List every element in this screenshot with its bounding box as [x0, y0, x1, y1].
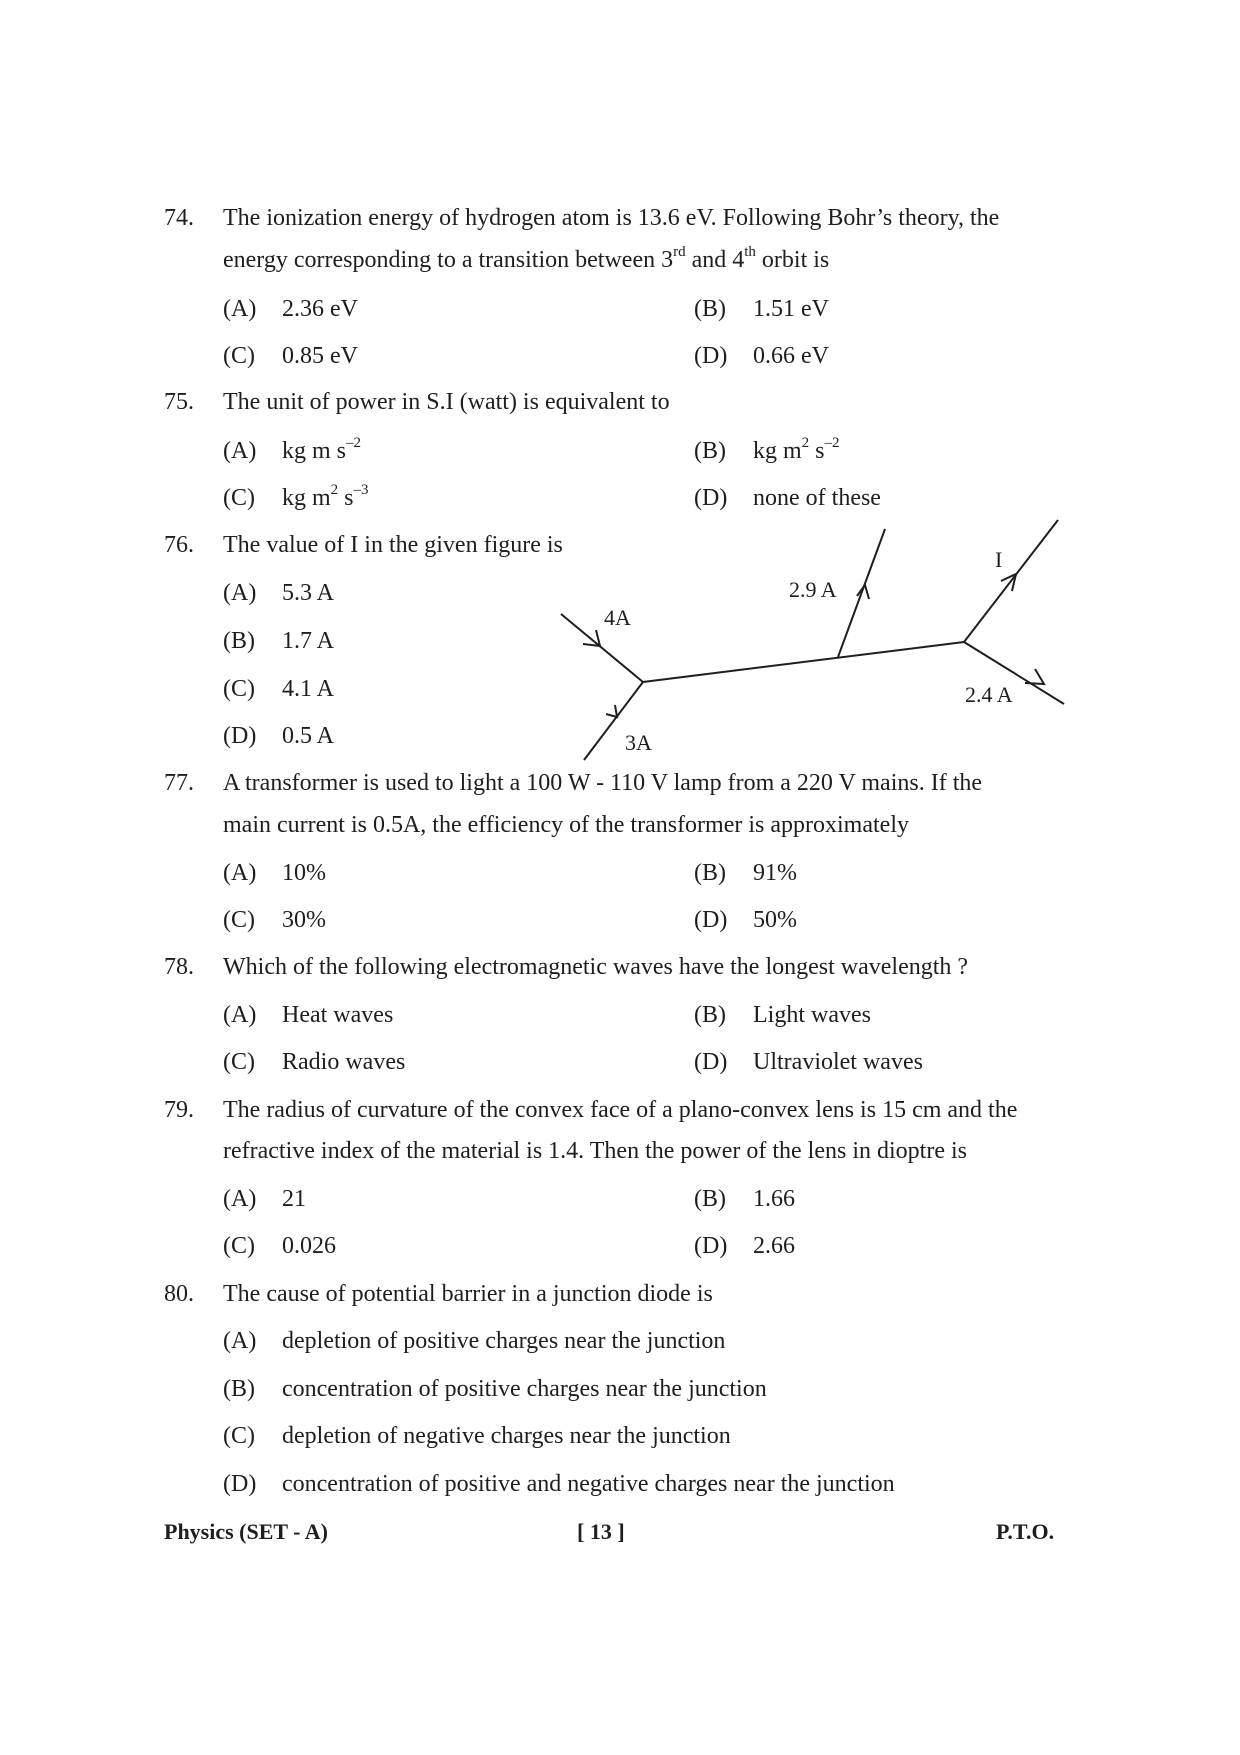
option-d-text: none of these	[753, 485, 881, 511]
option-a-text: Heat waves	[282, 1002, 394, 1028]
option-b-text: 1.66	[753, 1186, 795, 1212]
option-d-letter: (D)	[694, 485, 728, 511]
option-c-text: 0.026	[282, 1233, 336, 1259]
footer-page-number: [ 13 ]	[577, 1519, 625, 1544]
option-d-letter: (D)	[694, 907, 728, 933]
footer-subject: Physics (SET - A)	[164, 1519, 329, 1544]
option-b-letter: (B)	[694, 860, 726, 886]
option-d-text: concentration of positive and negative charges near the junction	[282, 1471, 895, 1497]
option-d-letter: (D)	[694, 1049, 728, 1075]
footer-pto: P.T.O.	[996, 1519, 1055, 1544]
question-text-line2: energy corresponding to a transition between 3rd and 4th orbit is	[223, 244, 830, 273]
arrow-3a-icon	[606, 705, 617, 717]
question-text: The cause of potential barrier in a junction diode is	[223, 1281, 713, 1307]
option-b-text: concentration of positive charges near the junction	[282, 1376, 767, 1402]
option-c-letter: (C)	[223, 485, 255, 511]
option-b-letter: (B)	[694, 1002, 726, 1028]
question-number: 79.	[164, 1097, 194, 1123]
option-d-text: 50%	[753, 907, 797, 933]
option-a-text: 21	[282, 1186, 306, 1212]
option-d-letter: (D)	[694, 1233, 728, 1259]
option-c-text: depletion of negative charges near the junction	[282, 1423, 731, 1449]
option-d-letter: (D)	[223, 723, 257, 749]
option-c-text: 4.1 A	[282, 676, 335, 702]
option-d-letter: (D)	[694, 343, 728, 369]
main-wire	[643, 642, 964, 682]
label-4a: 4A	[604, 605, 631, 630]
label-i: I	[995, 547, 1003, 572]
option-a-letter: (A)	[223, 438, 257, 464]
option-c-letter: (C)	[223, 1233, 255, 1259]
option-a-text: depletion of positive charges near the junction	[282, 1328, 726, 1354]
option-b-text: kg $m^2$ $s^{-2}$	[753, 435, 840, 464]
option-a-text: kg m $s^{-2}$	[282, 435, 362, 464]
wire-2-9a	[838, 529, 885, 657]
question-text-line2: main current is 0.5A, the efficiency of the transformer is approximately	[223, 812, 909, 838]
label-2-4a: 2.4 A	[965, 682, 1013, 707]
option-c-text: 0.85 eV	[282, 343, 358, 369]
question-number: 78.	[164, 954, 194, 980]
option-a-text: 5.3 A	[282, 580, 335, 606]
option-a-text: 2.36 eV	[282, 296, 358, 322]
question-text: The value of I in the given figure is	[223, 532, 563, 558]
option-a-text: 10%	[282, 860, 326, 886]
option-b-letter: (B)	[694, 1186, 726, 1212]
option-c-text: Radio waves	[282, 1049, 406, 1075]
option-a-letter: (A)	[223, 296, 257, 322]
option-a-letter: (A)	[223, 1002, 257, 1028]
option-c-text: kg $m^2$ $s^{-3}$	[282, 482, 369, 511]
label-2-9a: 2.9 A	[789, 577, 837, 602]
option-a-letter: (A)	[223, 860, 257, 886]
question-text: The ionization energy of hydrogen atom is 13.6 eV. Following Bohr’s theory, the	[223, 205, 1000, 231]
option-c-letter: (C)	[223, 907, 255, 933]
question-number: 80.	[164, 1281, 194, 1307]
option-b-letter: (B)	[694, 296, 726, 322]
option-b-text: 91%	[753, 860, 797, 886]
question-text: The radius of curvature of the convex face of a plano-convex lens is 15 cm and the	[223, 1097, 1018, 1123]
question-text: The unit of power in S.I (watt) is equivalent to	[223, 389, 670, 415]
wire-i	[964, 520, 1058, 642]
question-text: A transformer is used to light a 100 W - 110 V lamp from a 220 V mains. If the	[223, 770, 983, 796]
label-3a: 3A	[625, 730, 652, 755]
option-a-letter: (A)	[223, 1186, 257, 1212]
option-c-letter: (C)	[223, 676, 255, 702]
option-d-text: Ultraviolet waves	[753, 1049, 923, 1075]
option-c-letter: (C)	[223, 343, 255, 369]
arrow-2-9a-icon	[857, 585, 869, 599]
option-b-letter: (B)	[223, 1376, 255, 1402]
question-number: 74.	[164, 205, 194, 231]
option-d-text: 2.66	[753, 1233, 795, 1259]
option-b-text: 1.51 eV	[753, 296, 829, 322]
option-b-text: 1.7 A	[282, 628, 335, 654]
option-b-letter: (B)	[223, 628, 255, 654]
option-b-letter: (B)	[694, 438, 726, 464]
question-number: 77.	[164, 770, 194, 796]
option-a-letter: (A)	[223, 580, 257, 606]
option-d-text: 0.5 A	[282, 723, 335, 749]
option-c-letter: (C)	[223, 1423, 255, 1449]
option-c-text: 30%	[282, 907, 326, 933]
option-c-letter: (C)	[223, 1049, 255, 1075]
option-b-text: Light waves	[753, 1002, 871, 1028]
question-number: 75.	[164, 389, 194, 415]
question-text-line2: refractive index of the material is 1.4. Then the power of the lens in dioptre is	[223, 1138, 967, 1164]
option-d-text: 0.66 eV	[753, 343, 829, 369]
question-text: Which of the following electromagnetic waves have the longest wavelength ?	[223, 954, 969, 980]
question-number: 76.	[164, 532, 194, 558]
option-d-letter: (D)	[223, 1471, 257, 1497]
option-a-letter: (A)	[223, 1328, 257, 1354]
